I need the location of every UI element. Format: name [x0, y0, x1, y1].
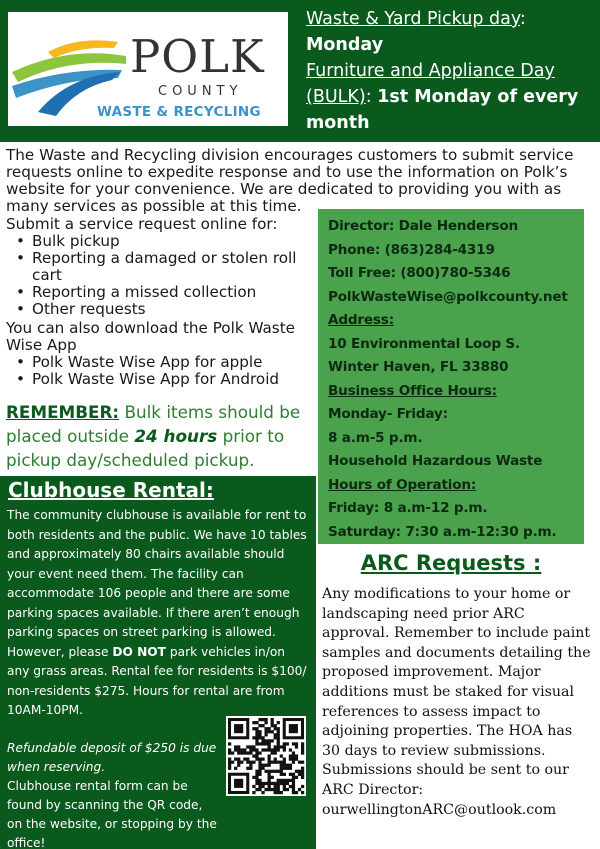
contact-info-box: [318, 209, 584, 544]
pickup-schedule: [306, 6, 596, 136]
app-link-android[interactable]: • Polk Waste Wise App for Android: [14, 371, 311, 388]
logo-county: COUNTY: [158, 84, 243, 99]
bulk-day-value: 1st Monday of every month: [306, 87, 579, 133]
logo-name: POLK: [130, 30, 265, 83]
clubhouse-deposit: [7, 739, 219, 849]
address-label: Address:: [328, 312, 394, 328]
clubhouse-title: Clubhouse Rental:: [8, 478, 214, 502]
tollfree-line: Toll Free: (800)780-5346: [328, 265, 511, 281]
qr-finder-pattern: [228, 718, 249, 739]
list-item: • Reporting a missed collection: [14, 284, 311, 301]
polk-county-logo: [8, 12, 288, 126]
arc-requests-body: Any modifications to your home or landscaping need prior ARC approval. Remember to include paint samples and documents detailing the proposed improvement. Major additions must be staked for visual references to assess impact to adjoining properties. The HOA has 30 days to review submissions. Submissions should be sent to our ARC Director: ourwellingtonARC@outlook.com: [322, 586, 591, 818]
saturday-hours: Saturday: 7:30 a.m-12:30 p.m.: [328, 523, 557, 540]
remember-hours: 24 hours: [134, 426, 218, 446]
qr-code-graphic: [226, 716, 306, 796]
app-list: [14, 354, 311, 388]
arc-requests-title: ARC Requests :: [360, 551, 542, 575]
remember-text-after: prior to pickup day/scheduled pickup.: [6, 426, 285, 470]
address-line-2: Winter Haven, FL 33880: [328, 359, 509, 375]
clubhouse-body-bold: DO NOT: [112, 644, 166, 659]
list-item: • Other requests: [14, 301, 311, 318]
deposit-note: Refundable deposit of $250 is due when reserving.: [7, 741, 217, 774]
office-days: Monday- Friday:: [328, 406, 448, 422]
clubhouse-rental-section: [0, 476, 316, 849]
bulk-day-label: Furniture and Appliance Day (BULK): [306, 61, 555, 107]
header-banner: [0, 0, 600, 142]
list-item: • Bulk pickup: [14, 233, 311, 250]
service-request-section: [6, 216, 311, 388]
qr-finder-pattern: [283, 718, 304, 739]
qr-code-icon[interactable]: [226, 716, 306, 796]
service-list: [14, 233, 311, 318]
clubhouse-body: [7, 506, 309, 721]
submit-heading: Submit a service request online for:: [6, 215, 278, 233]
qr-finder-pattern: [228, 773, 249, 794]
clubhouse-body-after: park vehicles in/on any grass areas. Rental fee for residents is $100/ non-residents $275. Hours for rental are from 10AM-10PM.: [7, 644, 307, 717]
director-line: Director: Dale Henderson: [328, 218, 518, 234]
phone-line: Phone: (863)284-4319: [328, 241, 495, 258]
download-heading: You can also download the Polk Waste Wise App: [6, 319, 296, 354]
pickup-day-value: Monday: [306, 35, 384, 55]
email-link[interactable]: PolkWasteWise@polkcounty.net: [328, 288, 568, 305]
office-hours: 8 a.m-5 p.m.: [328, 429, 423, 446]
friday-hours: Friday: 8 a.m-12 p.m.: [328, 500, 488, 516]
remember-text-before: Bulk items should be placed outside: [6, 402, 301, 446]
bulk-day-colon: :: [365, 87, 372, 107]
remember-label: REMEMBER:: [6, 402, 120, 422]
hazardous-waste-label: Household Hazardous Waste: [328, 453, 543, 469]
office-hours-label: Business Office Hours:: [328, 382, 497, 399]
remember-note: [6, 400, 311, 472]
pickup-day-label: Waste & Yard Pickup day: [306, 9, 520, 29]
address-line-1: 10 Environmental Loop S.: [328, 335, 520, 352]
app-link-apple[interactable]: • Polk Waste Wise App for apple: [14, 354, 311, 371]
rental-form-note: Clubhouse rental form can be found by scanning the QR code, on the website, or stopping by the office!: [7, 779, 217, 849]
logo-subtitle: WASTE & RECYCLING: [97, 104, 261, 120]
intro-paragraph: The Waste and Recycling division encourages customers to submit service requests online to expedite response and to use the information on Polk’s website for your convenience. We are dedicated to providing you with as many services as possible at this time.: [6, 146, 574, 215]
operation-hours-label: Hours of Operation:: [328, 476, 477, 493]
list-item: • Reporting a damaged or stolen roll cart: [14, 250, 311, 284]
pickup-day-colon: :: [519, 9, 526, 29]
clubhouse-body-before: The community clubhouse is available for rent to both residents and the public. We have 10 tables and approximately 80 chairs available should your event need them. The facility can accommodate 106 people and there are some parking spaces available. If there aren’t enough parking spaces on street parking is allowed. However, please: [7, 508, 307, 659]
